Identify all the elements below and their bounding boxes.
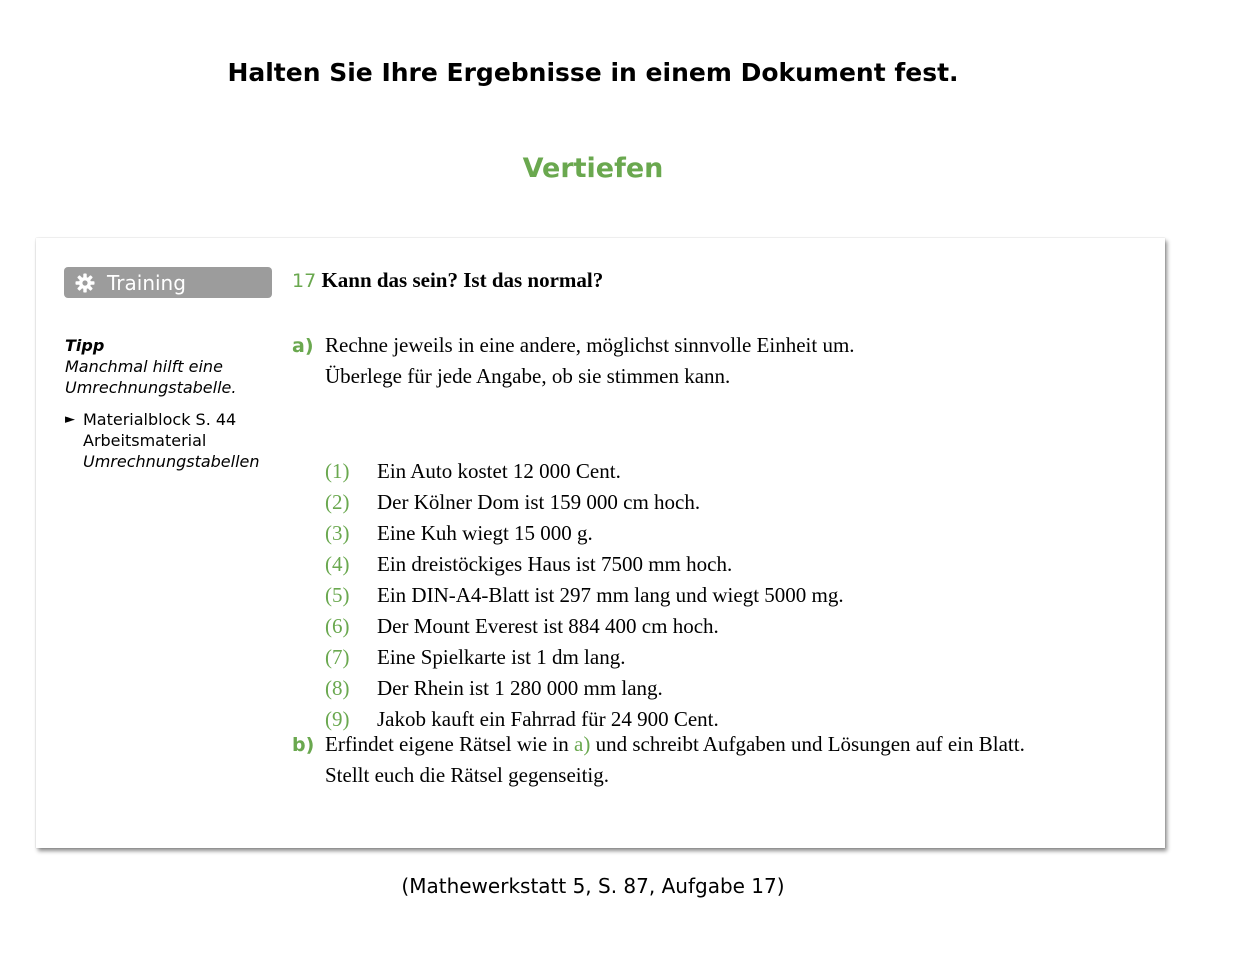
part-b-label: b): [292, 734, 315, 756]
tip-box: [65, 335, 275, 472]
tip-text-line2: Umrechnungstabelle.: [65, 378, 237, 397]
task-heading: [292, 268, 1152, 293]
item-number: (7): [325, 645, 350, 669]
task-number: 17: [292, 270, 317, 292]
item-number: (1): [325, 459, 350, 483]
item-number: (8): [325, 676, 350, 700]
item-number: (2): [325, 490, 350, 514]
material-line2: Arbeitsmaterial: [83, 431, 207, 450]
item-number: (6): [325, 614, 350, 638]
item-text: Eine Spielkarte ist 1 dm lang.: [377, 645, 626, 669]
badge-label: Training: [107, 270, 186, 295]
item-number: (9): [325, 707, 350, 731]
part-b-line1-pre: Erfindet eigene Rätsel wie in: [325, 732, 574, 756]
material-line3: Umrechnungstabellen: [83, 452, 260, 471]
item-text: Ein Auto kostet 12 000 Cent.: [377, 459, 621, 483]
part-b-reference: a): [574, 732, 591, 756]
part-a-line1: Rechne jeweils in eine andere, möglichst sinnvolle Einheit um.: [325, 333, 855, 357]
item-text: Der Mount Everest ist 884 400 cm hoch.: [377, 614, 719, 638]
tip-text-line1: Manchmal hilft eine: [65, 357, 223, 376]
gear-icon: [75, 273, 95, 293]
textbook-excerpt: [36, 238, 1165, 848]
item-number: (5): [325, 583, 350, 607]
item-number: (3): [325, 521, 350, 545]
item-text: Der Kölner Dom ist 159 000 cm hoch.: [377, 490, 701, 514]
tip-title: Tipp: [65, 336, 105, 355]
task-17: [292, 268, 1152, 787]
part-a-line2: Überlege für jede Angabe, ob sie stimmen kann.: [325, 364, 731, 388]
instruction-heading: Halten Sie Ihre Ergebnisse in einem Dokument fest.: [227, 58, 959, 87]
section-title: Vertiefen: [522, 153, 664, 184]
part-b-line1: [325, 729, 1025, 760]
task-title: Kann das sein? Ist das normal?: [321, 268, 604, 292]
arrow-right-icon: ►: [65, 412, 75, 427]
material-line1: Materialblock S. 44: [83, 410, 237, 429]
part-b-line1-post: und schreibt Aufgaben und Lösungen auf ein Blatt.: [590, 732, 1025, 756]
item-text: Ein dreistöckiges Haus ist 7500 mm hoch.: [377, 552, 733, 576]
part-a-label: a): [292, 335, 314, 357]
item-text: Eine Kuh wiegt 15 000 g.: [377, 521, 593, 545]
item-text: Ein DIN-A4-Blatt ist 297 mm lang und wiegt 5000 mg.: [377, 583, 844, 607]
item-text: Der Rhein ist 1 280 000 mm lang.: [377, 676, 663, 700]
material-reference: [65, 409, 275, 472]
source-caption: (Mathewerkstatt 5, S. 87, Aufgabe 17): [401, 874, 785, 898]
part-b-line2: Stellt euch die Rätsel gegenseitig.: [325, 763, 610, 787]
training-badge: [64, 267, 272, 298]
item-number: (4): [325, 552, 350, 576]
item-text: Jakob kauft ein Fahrrad für 24 900 Cent.: [377, 707, 719, 731]
